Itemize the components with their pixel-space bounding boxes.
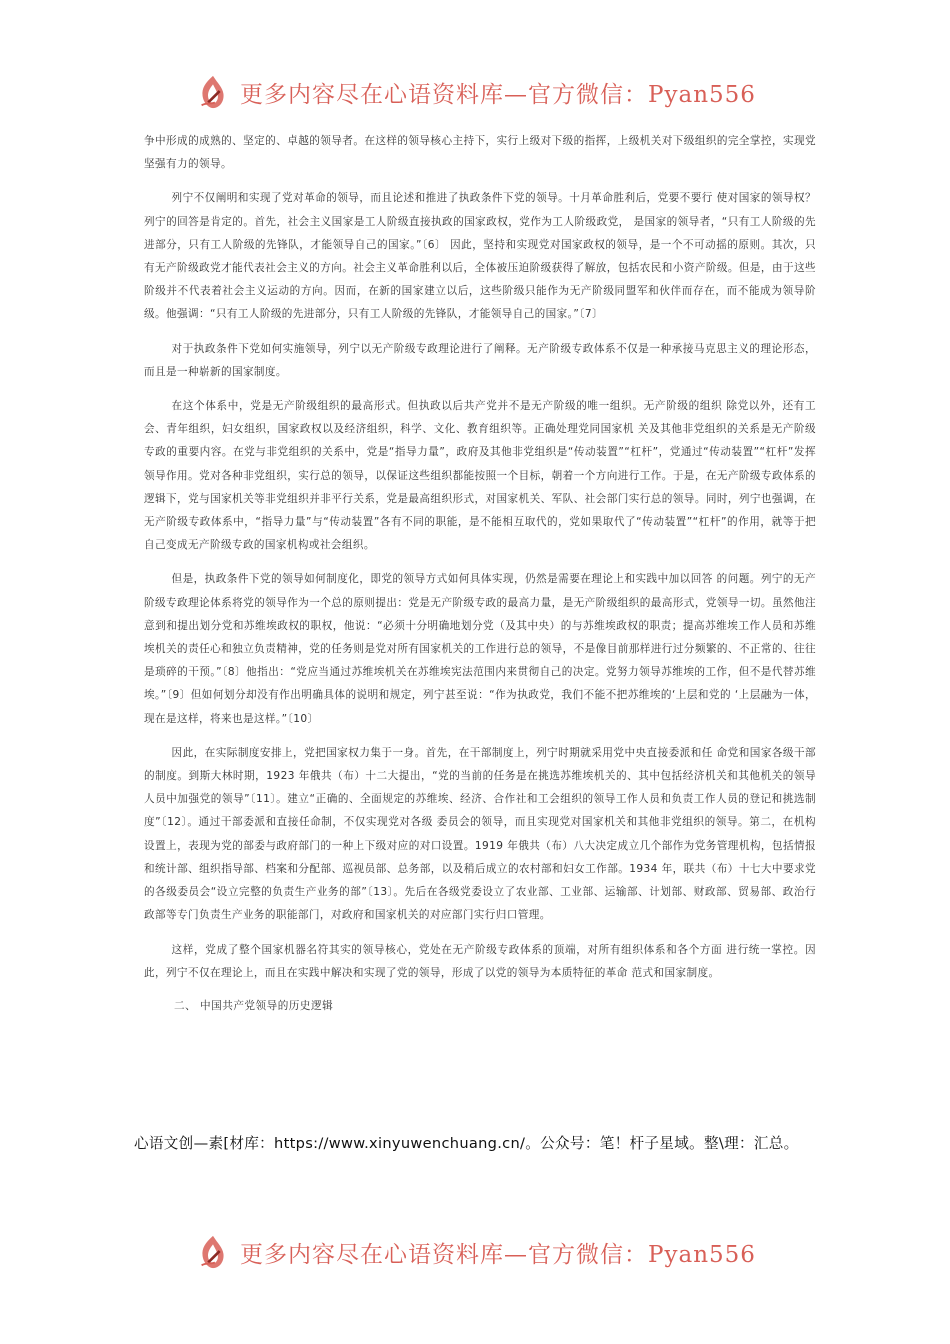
paragraph-3: 对于执政条件下党如何实施领导，列宁以无产阶级专政理论进行了阐释。无产阶级专政体系不仅是一种承接马克思主义的理论形态，而且是一种崭新的国家制度。	[144, 342, 816, 378]
source-note: 心语文创—素[材库：https://www.xinyuwenchuang.cn/。公众号：笔！杆子星域。整\理：汇总。	[134, 1135, 799, 1152]
section-heading: 二、 中国共产党领导的历史逻辑	[174, 999, 334, 1012]
watermark-text: 更多内容尽在心语资料库—官方微信：Pyan556	[240, 81, 756, 108]
top-watermark-banner	[0, 70, 950, 114]
paragraph-7: 这样，党成了整个国家机器名符其实的领导核心，党处在无产阶级专政体系的顶端，对所有组织体系和各个方面 进行统一掌控。因此，列宁不仅在理论上，而且在实践中解决和实现了党的领导，形成了以党的领导为本质特征的革命 范式和国家制度。	[144, 943, 816, 979]
flame-pen-logo-icon	[194, 1233, 232, 1271]
paragraph-2: 列宁不仅阐明和实现了党对革命的领导，而且论述和推进了执政条件下党的领导。十月革命胜利后，党要不要行 使对国家的领导权？列宁的回答是肯定的。首先，社会主义国家是工人阶级直接执政的国家政权，党作为工人阶级政党， 是国家的领导者，“只有工人阶级的先进部分，只有工人阶级的先锋队，才能领导自己的国家。”〔6〕 因此，坚持和实现党对国家政权的领导，是一个不可动摇的原则。其次，只有无产阶级政党才能代表社会主义的方向。社会主义革命胜利以后，全体被压迫阶级获得了解放，包括农民和小资产阶级。但是，由于这些阶级并不代表着社会主义运动的方向。因而，在新的国家建立以后，这些阶级只能作为无产阶级同盟军和伙伴而存在，而不能成为领导阶级。他强调：“只有工人阶级的先进部分，只有工人阶级的先锋队，才能领导自己的国家。”〔7〕	[144, 192, 816, 321]
document-body	[144, 130, 816, 1016]
watermark-text: 更多内容尽在心语资料库—官方微信：Pyan556	[240, 1241, 756, 1268]
flame-pen-logo-icon	[194, 73, 232, 111]
bottom-watermark-banner	[0, 1230, 950, 1274]
paragraph-6: 因此，在实际制度安排上，党把国家权力集于一身。首先，在干部制度上，列宁时期就采用党中央直接委派和任 命党和国家各级干部的制度。到斯大林时期，1923 年俄共（布）十二大提出，“党的当前的任务是在挑选苏维埃机关的、其中包括经济机关和其他机关的领导人员中加强党的领导”〔11〕。建立“正确的、全面规定的苏维埃、经济、合作社和工会组织的领导工作人员和负责工作人员的登记和挑选制度”〔12〕。通过干部委派和直接任命制，不仅实现党对各级 委员会的领导，而且实现党对国家机关和其他非党组织的领导。第二，在机构设置上，表现为党的部委与政府部门的一种上下级对应的对口设置。1919 年俄共（布）八大决定成立几个部作为党务管理机构，包括情报和统计部、组织指导部、档案和分配部、巡视员部、总务部，以及稍后成立的农村部和妇女工作部。1934 年，联共（布）十七大中要求党的各级委员会“设立完整的负责生产业务的部”〔13〕。先后在各级党委设立了农业部、工业部、运输部、计划部、财政部、贸易部、政治行政部等专门负责生产业务的职能部门，对政府和国家机关的对应部门实行归口管理。	[144, 746, 816, 922]
paragraph-4: 在这个体系中，党是无产阶级组织的最高形式。但执政以后共产党并不是无产阶级的唯一组织。无产阶级的组织 除党以外，还有工会、青年组织，妇女组织，国家政权以及经济组织，科学、文化、教育组织等。正确处理党同国家机 关及其他非党组织的关系是无产阶级专政的重要内容。在党与非党组织的关系中，党是“指导力量”，政府及其他非党组织是“传动装置”“杠杆”，党通过“传动装置”“杠杆”发挥领导作用。党对各种非党组织，实行总的领导，以保证这些组织都能按照一个目标，朝着一个方向进行工作。于是，在无产阶级专政体系的逻辑下，党与国家机关等非党组织并非平行关系，党是最高组织形式，对国家机关、军队、社会部门实行总的领导。同时，列宁也强调，在无产阶级专政体系中，“指导力量”与“传动装置”各有不同的职能，是不能相互取代的，党如果取代了“传动装置”“杠杆”的作用，就等于把自己变成无产阶级专政的国家机构或社会组织。	[144, 400, 816, 552]
paragraph-5: 但是，执政条件下党的领导如何制度化，即党的领导方式如何具体实现，仍然是需要在理论上和实践中加以回答 的问题。列宁的无产阶级专政理论体系将党的领导作为一个总的原则提出：党是无产阶级专政的最高力量，是无产阶级组织的最高形式，党领导一切。虽然他注意到和提出划分党和苏维埃政权的职权，他说：“必须十分明确地划分党（及其中央）的与苏维埃政权的职责；提高苏维埃工作人员和苏维埃机关的责任心和独立负责精神，党的任务则是党对所有国家机关的工作进行总的领导，不是像目前那样进行过分频繁的、不正常的、往往是琐碎的干预。”〔8〕他指出：“党应当通过苏维埃机关在苏维埃宪法范围内来贯彻自己的决定。党努力领导苏维埃的工作，但不是代替苏维埃。”〔9〕但如何划分却没有作出明确具体的说明和规定，列宁甚至说：“作为执政党，我们不能不把苏维埃的‘上层和党的 ‘上层融为一体， 现在是这样，将来也是这样。”〔10〕	[144, 573, 816, 725]
paragraph-1: 争中形成的成熟的、坚定的、卓越的领导者。在这样的领导核心主持下，实行上级对下级的指挥，上级机关对下级组织的完全掌控，实现党坚强有力的领导。	[144, 135, 816, 171]
